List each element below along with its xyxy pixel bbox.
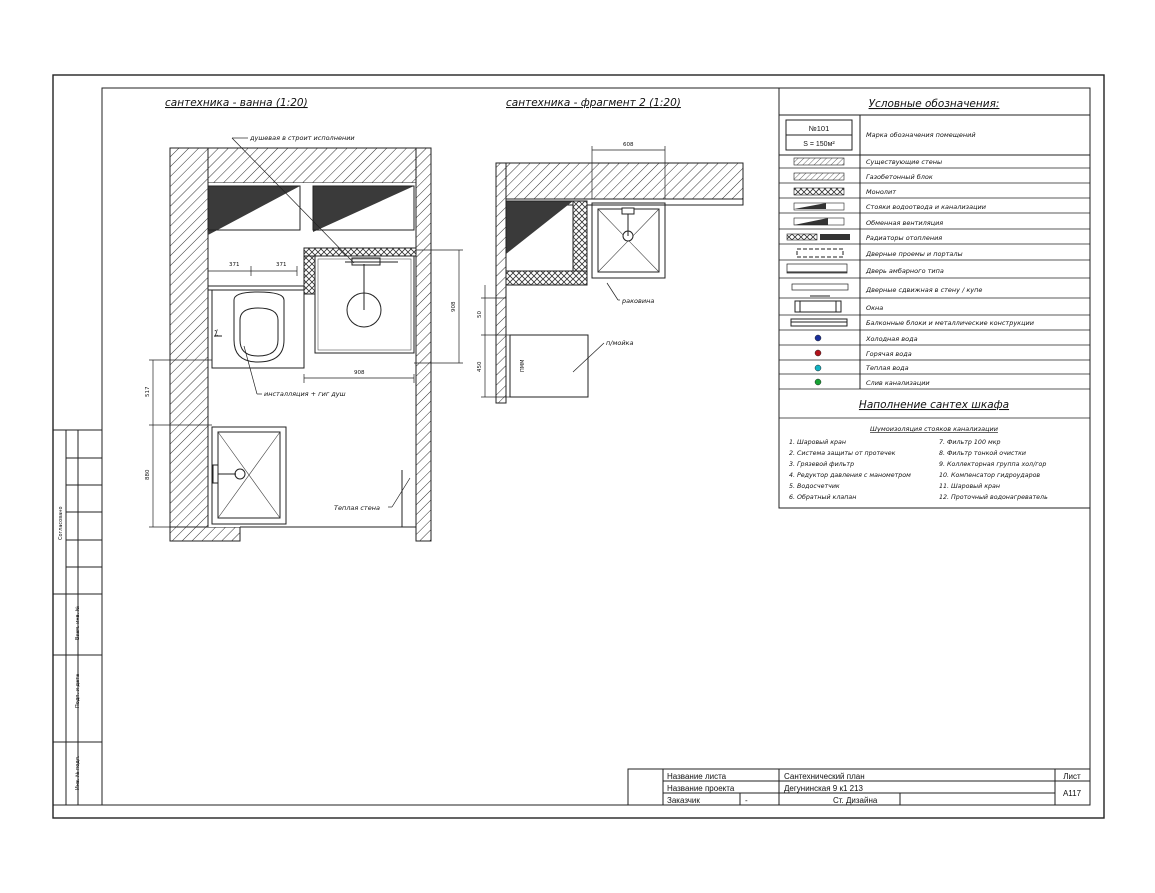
sheet-label: Лист (1063, 772, 1081, 781)
sym-door-openings (797, 249, 843, 257)
water-item: Горячая вода (866, 350, 912, 358)
water-item: Теплая вода (866, 364, 909, 372)
stamp-sign-date: Подп. и дата (75, 673, 81, 708)
stamp-inv-replace: Взам. инв. № (75, 606, 81, 640)
legend-title: Условные обозначения: (868, 98, 1000, 110)
svg-text:⁒: ⁒ (214, 329, 219, 339)
cabinet-list-right (939, 439, 1048, 501)
cabinet-item: 3. Грязевой фильтр (789, 461, 855, 468)
dim-371-b: 371 (276, 262, 287, 268)
project-label: Название проекта (667, 784, 735, 793)
wall-right (416, 148, 431, 541)
sheet-name-value: Сантехнический план (784, 772, 865, 781)
room-mark-area: S = 150м² (803, 141, 835, 148)
cabinet-subtitle: Шумоизоляция стояков канализации (870, 425, 998, 433)
stamp-agreed: Согласовано (58, 506, 64, 540)
sym-existing-walls (794, 158, 844, 165)
legend-item: Радиаторы отопления (866, 234, 943, 242)
legend-item: Существующие стены (866, 158, 943, 166)
legend-item: Обменная вентиляция (866, 219, 944, 227)
sym-sliding-door (792, 284, 848, 290)
legend-item: Газобетонный блок (866, 173, 933, 181)
sheet-value: А117 (1062, 789, 1082, 798)
legend-item: Стояки водоотвода и канализации (866, 203, 986, 211)
frag-vent-wedge (506, 201, 573, 254)
cabinet-item: 4. Редуктор давления с манометром (789, 472, 911, 479)
dim-517: 517 (145, 386, 151, 397)
water-item: Холодная вода (866, 335, 918, 343)
drain-dot (815, 379, 821, 385)
pmm-label: ПММ (520, 359, 526, 372)
cabinet-item: 12. Проточный водонагреватель (939, 494, 1048, 501)
room-mark-desc: Марка обозначения помещений (866, 131, 976, 139)
note-dishwasher: п/мойка (606, 339, 634, 347)
legend-item: Дверные сдвижная в стену / купе (866, 286, 983, 294)
cabinet-item: 7. Фильтр 100 мкр (939, 439, 1001, 446)
client-value: - (745, 796, 748, 805)
legend-item: Дверь амбарного типа (866, 267, 944, 275)
dim-880: 880 (145, 469, 151, 480)
plan-fragment (477, 97, 743, 403)
cabinet-item: 9. Коллекторная группа хол/гор (939, 461, 1047, 468)
cabinet-item: 1. Шаровый кран (789, 439, 847, 446)
plan-fragment-title: сантехника - фрагмент 2 (1:20) (506, 97, 681, 109)
cabinet-item: 8. Фильтр тонкой очистки (939, 450, 1027, 457)
sym-vent (794, 218, 828, 225)
legend-item: Окна (866, 304, 884, 312)
water-items (815, 335, 930, 387)
plan-bath (145, 97, 463, 541)
frag-partition-h (506, 271, 587, 285)
legend (779, 88, 1090, 508)
warm-water-dot (815, 365, 821, 371)
sheet-name-label: Название листа (667, 772, 727, 781)
legend-item: Монолит (866, 188, 896, 196)
title-block (628, 769, 1090, 805)
water-item: Слив канализации (866, 379, 930, 387)
sym-radiators (787, 234, 817, 240)
sym-monolith (794, 188, 844, 195)
room-mark-no: №101 (808, 124, 830, 133)
dim-450: 450 (477, 361, 483, 372)
dim-608: 608 (623, 142, 634, 148)
frag-wall-left (496, 163, 506, 403)
plan-bath-title: сантехника - ванна (1:20) (165, 97, 308, 109)
wall-top (170, 148, 431, 183)
cabinet-item: 11. Шаровый кран (939, 483, 1001, 490)
cabinet-title: Наполнение сантех шкафа (858, 399, 1010, 411)
cabinet-item: 10. Компенсатор гидроударов (939, 472, 1041, 479)
toilet-bowl (234, 292, 284, 362)
cabinet-item: 6. Обратный клапан (789, 494, 857, 501)
sym-windows (795, 301, 841, 312)
cabinet-item: 5. Водосчетчик (789, 483, 840, 490)
note-warm-wall: Теплая стена (334, 504, 380, 512)
wall-bottom (170, 527, 240, 541)
stamp-inv-orig: Инв. № подл. (75, 755, 81, 790)
hot-water-dot (815, 350, 821, 356)
wall-left (170, 148, 208, 541)
note-shower: душевая в строит исполнении (250, 134, 355, 142)
legend-item: Дверные проемы и порталы (866, 250, 963, 258)
frag-wall-top (496, 163, 743, 199)
note-sink: раковина (622, 297, 655, 305)
dim-908-v: 908 (451, 301, 457, 312)
note-install: инсталляция + гиг душ (264, 390, 346, 398)
cabinet-list-left (789, 439, 911, 501)
dim-908-h: 908 (354, 370, 365, 376)
cold-water-dot (815, 335, 821, 341)
dim-50: 50 (477, 311, 483, 318)
dim-371-a: 371 (229, 262, 240, 268)
sym-risers (794, 203, 826, 209)
studio-value: Ст. Дизайна (833, 796, 878, 805)
side-stamp (53, 430, 102, 805)
cabinet-item: 2. Система защиты от протечек (789, 450, 896, 457)
sym-gas-block (794, 173, 844, 180)
client-label: Заказчик (667, 796, 700, 805)
project-value: Дегунинская 9 к1 213 (784, 784, 863, 793)
legend-item: Балконные блоки и металлические конструкции (866, 319, 1034, 327)
